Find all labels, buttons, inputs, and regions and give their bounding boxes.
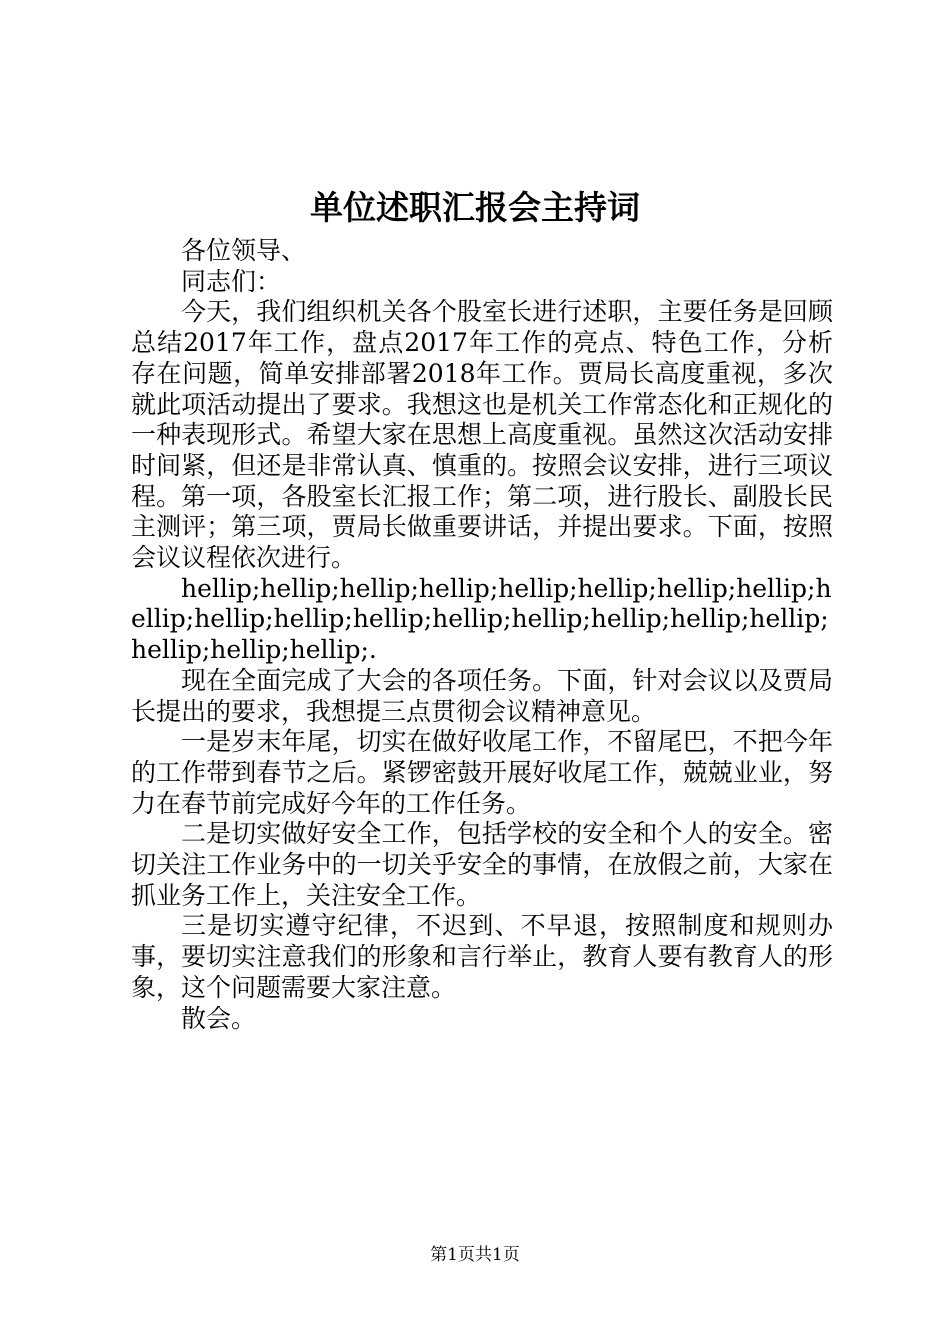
paragraph-summary: 现在全面完成了大会的各项任务。下面，针对会议以及贾局长提出的要求，我想提三点贯彻会议精神意见。 (131, 665, 833, 726)
paragraph-point-three: 三是切实遵守纪律，不迟到、不早退，按照制度和规则办事，要切实注意我们的形象和言行举止，教育人要有教育人的形象，这个问题需要大家注意。 (131, 911, 833, 1002)
salutation-comrades: 同志们： (181, 266, 282, 296)
salutation-leaders: 各位领导、 (181, 236, 307, 265)
document-body (131, 236, 833, 1034)
page-number-current: 第1页 (430, 1245, 475, 1265)
page-footer (0, 1243, 950, 1267)
paragraph-ellipsis: hellip;hellip;hellip;hellip;hellip;hellip;hellip;hellip;hellip;hellip;hellip;hellip;hellip;hellip;hellip;hellip;hellip;hellip;hellip;hellip;. (131, 573, 832, 665)
page-number-total: 共1页 (475, 1245, 520, 1265)
paragraph-closing: 散会。 (181, 1003, 257, 1033)
paragraph-opening: 今天，我们组织机关各个股室长进行述职，主要任务是回顾总结2017年工作，盘点2017年工作的亮点、特色工作，分析存在问题，简单安排部署2018年工作。贾局长高度重视，多次就此项活动提出了要求。我想这也是机关工作常态化和正规化的一种表现形式。希望大家在思想上高度重视。虽然这次活动安排时间紧，但还是非常认真、慎重的。按照会议安排，进行三项议程。第一项，各股室长汇报工作；第二项，进行股长、副股长民主测评；第三项，贾局长做重要讲话，并提出要求。下面，按照会议议程依次进行。 (131, 297, 833, 573)
document-title: 单位述职汇报会主持词 (310, 188, 640, 227)
paragraph-point-one: 一是岁末年尾，切实在做好收尾工作，不留尾巴，不把今年的工作带到春节之后。紧锣密鼓开展好收尾工作，兢兢业业，努力在春节前完成好今年的工作任务。 (131, 727, 833, 818)
paragraph-point-two: 二是切实做好安全工作，包括学校的安全和个人的安全。密切关注工作业务中的一切关乎安全的事情，在放假之前，大家在抓业务工作上，关注安全工作。 (131, 819, 833, 910)
